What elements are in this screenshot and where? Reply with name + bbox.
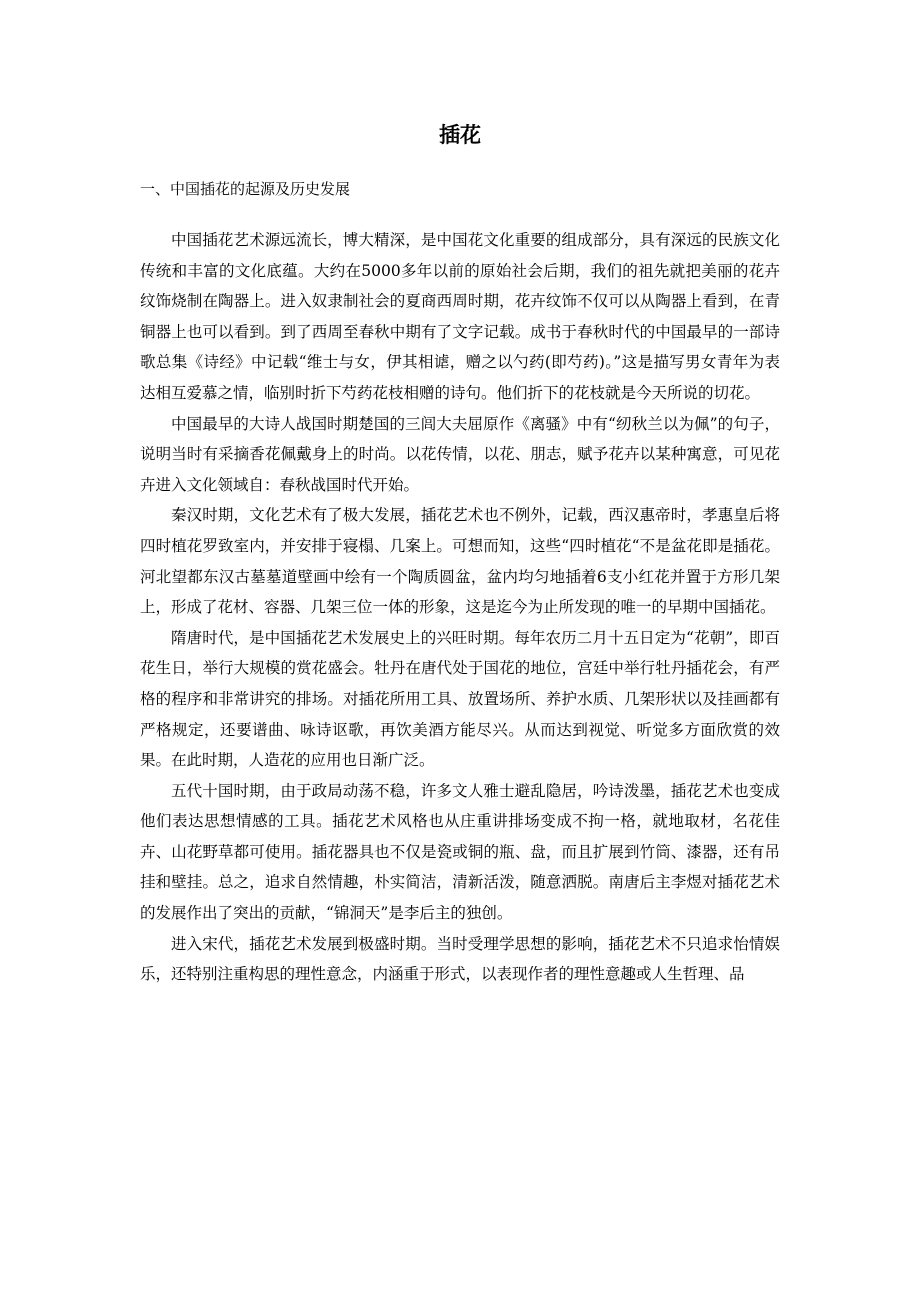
- paragraph-five-dynasties: 五代十国时期，由于政局动荡不稳，许多文人雅士避乱隐居，吟诗泼墨，插花艺术也变成他们表达思想情感的工具。插花艺术风格也从庄重讲排场变成不拘一格，就地取材，名花佳卉、山花野草都可使用。插花器具也不仅是瓷或铜的瓶、盘，而且扩展到竹筒、漆器，还有吊挂和壁挂。总之，追求自然情趣，朴实简洁，清新活泼，随意洒脱。南唐后主李煜对插花艺术的发展作出了突出的贡献，“锦洞天”是李后主的独创。: [140, 781, 780, 923]
- paragraph-song: 进入宋代，插花艺术发展到极盛时期。当时受理学思想的影响，插花艺术不只追求怡情娱乐，还特别注重构思的理性意念，内涵重于形式，以表现作者的理性意趣或人生哲理、品: [140, 934, 780, 984]
- paragraph-origins: 中国插花艺术源远流长，博大精深，是中国花文化重要的组成部分，具有深远的民族文化传统和丰富的文化底蕴。大约在5000多年以前的原始社会后期，我们的祖先就把美丽的花卉纹饰烧制在陶器上。进入奴隶制社会的夏商西周时期，花卉纹饰不仅可以从陶器上看到，在青铜器上也可以看到。到了西周至春秋中期有了文字记载。成书于春秋时代的中国最早的一部诗歌总集《诗经》中记载“维士与女，伊其相谑，赠之以勺药(即芍药)。”这是描写男女青年为表达相互爱慕之情，临别时折下芍药花枝相赠的诗句。他们折下的花枝就是今天所说的切花。: [140, 231, 780, 402]
- paragraph-sui-tang: 隋唐时代，是中国插花艺术发展史上的兴旺时期。每年农历二月十五日定为“花朝”，即百花生日，举行大规模的赏花盛会。牡丹在唐代处于国花的地位，宫廷中举行牡丹插花会，有严格的程序和非常讲究的排场。对插花所用工具、放置场所、养护水质、几架形状以及挂画都有严格规定，还要谱曲、咏诗讴歌，再饮美酒方能尽兴。从而达到视觉、听觉多方面欣赏的效果。在此时期，人造花的应用也日渐广泛。: [140, 628, 780, 770]
- paragraph-warring-states: 中国最早的大诗人战国时期楚国的三闾大夫屈原作《离骚》中有“纫秋兰以为佩”的句子，说明当时有采摘香花佩戴身上的时尚。以花传情，以花、朋志，赋予花卉以某种寓意，可见花卉进入文化领域自：春秋战国时代开始。: [140, 414, 780, 494]
- document-title: 插花: [439, 123, 481, 147]
- document-page: [140, 120, 780, 990]
- paragraph-qin-han: 秦汉时期，文化艺术有了极大发展，插花艺术也不例外，记载，西汉惠帝时，孝惠皇后将四时植花罗致室内，并安排于寝榻、几案上。可想而知，这些“四时植花“不是盆花即是插花。河北望都东汉古墓墓道壁画中绘有一个陶质圆盆，盆内均匀地插着6支小红花并置于方形几架上，形成了花材、容器、几架三位一体的形象，这是迄今为止所发现的唯一的早期中国插花。: [140, 506, 780, 617]
- section-heading: 一、中国插花的起源及历史发展: [140, 180, 351, 198]
